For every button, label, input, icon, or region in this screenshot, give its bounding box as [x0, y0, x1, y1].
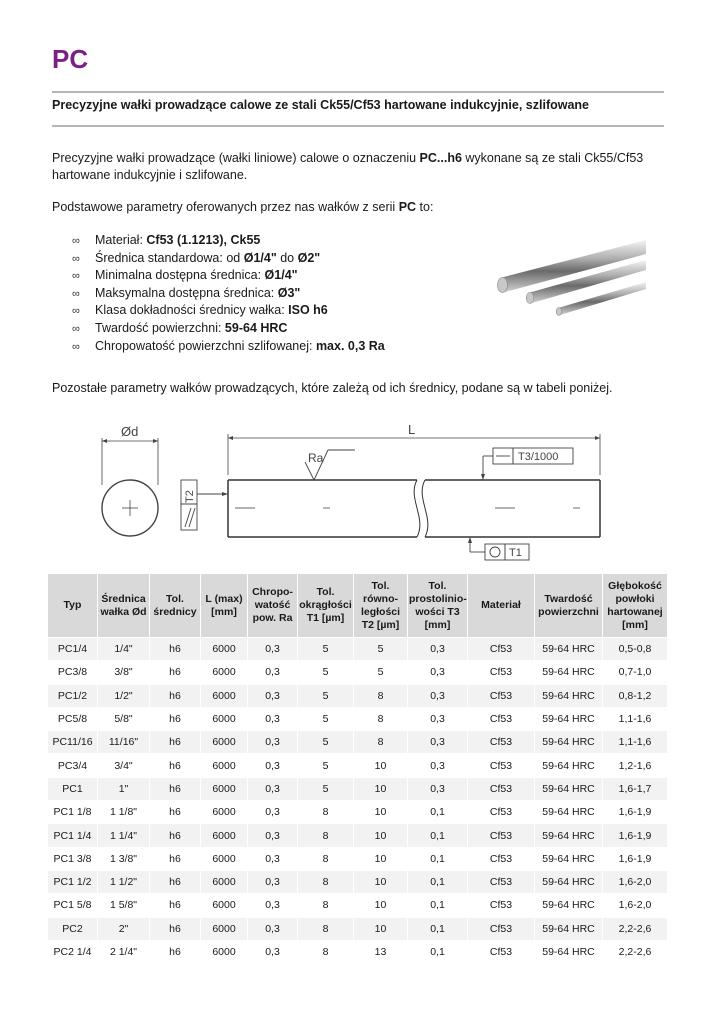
table-cell: h6 [150, 824, 201, 847]
table-cell: 8 [354, 731, 408, 754]
table-cell: 3/8" [98, 661, 150, 684]
table-cell: 5 [354, 661, 408, 684]
table-cell: 0,3 [248, 754, 298, 777]
length-label: L [408, 422, 416, 437]
table-cell: 10 [354, 777, 408, 800]
table-cell: 59-64 HRC [535, 638, 603, 661]
table-cell: 5 [298, 661, 354, 684]
bullet-value: Ø1/4" [264, 268, 298, 283]
table-cell: 8 [354, 684, 408, 707]
table-cell: 5/8" [98, 707, 150, 730]
table-cell: 1,6-1,9 [603, 801, 668, 824]
table-cell: 13 [354, 940, 408, 963]
table-cell: 0,3 [248, 731, 298, 754]
table-cell: 10 [354, 801, 408, 824]
table-cell: 1 3/8" [98, 847, 150, 870]
params-intro-series: PC [398, 200, 417, 214]
table-cell: 10 [354, 870, 408, 893]
infinity-bullet-icon: ∞ [72, 287, 80, 300]
table-row [48, 847, 668, 870]
parallelism-frame [181, 480, 228, 530]
table-cell: PC2 1/4 [48, 940, 98, 963]
table-cell: Cf53 [468, 777, 535, 800]
table-cell: 1 1/4" [98, 824, 150, 847]
table-cell: 8 [298, 870, 354, 893]
subtitle: Precyzyjne wałki prowadzące calowe ze stali Ck55/Cf53 hartowane indukcyjnie, szlifowane [52, 98, 590, 112]
table-cell: 1 5/8" [98, 894, 150, 917]
intro-designation: PC...h6 [419, 151, 462, 165]
table-cell: 5 [298, 731, 354, 754]
table-cell: 0,3 [248, 940, 298, 963]
table-cell: 5 [298, 638, 354, 661]
table-cell: 59-64 HRC [535, 917, 603, 940]
bullet-middle: do [276, 250, 298, 265]
table-cell: 6000 [201, 707, 248, 730]
list-item [72, 232, 385, 250]
table-cell: 0,8-1,2 [603, 684, 668, 707]
table-cell: 2" [98, 917, 150, 940]
table-cell: 59-64 HRC [535, 754, 603, 777]
intro-text-after: wykonane są ze stali Ck55/Cf53 hartowane indukcyjnie i szlifowane. [52, 151, 644, 182]
table-cell: 1,6-1,7 [603, 777, 668, 800]
shaft-body [228, 480, 600, 537]
table-cell: 59-64 HRC [535, 707, 603, 730]
table-cell: 10 [354, 754, 408, 777]
infinity-bullet-icon: ∞ [72, 305, 80, 318]
table-cell: 8 [298, 940, 354, 963]
table-row [48, 638, 668, 661]
table-cell: 6000 [201, 870, 248, 893]
bullet-label: Klasa dokładności średnicy wałka: [95, 303, 289, 318]
table-cell: 10 [354, 894, 408, 917]
table-cell: 1/2" [98, 684, 150, 707]
table-cell: PC1/4 [48, 638, 98, 661]
table-cell: 10 [354, 824, 408, 847]
list-item [72, 285, 385, 303]
params-intro-after: to: [416, 200, 434, 214]
table-cell: Cf53 [468, 707, 535, 730]
shafts-illustration [488, 234, 648, 324]
table-cell: 8 [298, 894, 354, 917]
parameter-list [72, 232, 385, 355]
header-hardening-depth: Głębokość powłoki hartowanej [mm] [603, 574, 668, 638]
table-cell: 6000 [201, 638, 248, 661]
bullet-label: Minimalna dostępna średnica: [95, 268, 265, 283]
table-cell: 6000 [201, 847, 248, 870]
parallelism-label: T2 [184, 490, 196, 503]
table-cell: 11/16" [98, 731, 150, 754]
table-cell: Cf53 [468, 894, 535, 917]
table-cell: 0,1 [408, 801, 468, 824]
table-cell: 59-64 HRC [535, 870, 603, 893]
table-cell: 6000 [201, 777, 248, 800]
table-cell: 1,6-1,9 [603, 847, 668, 870]
table-cell: 1,2-1,6 [603, 754, 668, 777]
table-cell: 0,1 [408, 870, 468, 893]
table-row [48, 870, 668, 893]
table-cell: 0,3 [248, 777, 298, 800]
table-cell: 8 [354, 707, 408, 730]
specification-table [47, 573, 668, 964]
table-cell: h6 [150, 870, 201, 893]
bullet-value: max. 0,3 Ra [315, 338, 385, 353]
table-cell: 2,2-2,6 [603, 917, 668, 940]
table-cell: 59-64 HRC [535, 824, 603, 847]
table-row [48, 894, 668, 917]
infinity-bullet-icon: ∞ [72, 235, 80, 247]
intro-text-before: Precyzyjne wałki prowadzące (wałki liniowe) calowe o oznaczeniu [52, 151, 420, 165]
divider-bottom [52, 125, 664, 127]
list-item [72, 267, 385, 285]
table-cell: h6 [150, 638, 201, 661]
table-cell: 8 [298, 801, 354, 824]
bullet-label: Materiał: [95, 233, 147, 247]
bullet-label: Maksymalna dostępna średnica: [95, 285, 278, 300]
table-cell: PC1 1/4 [48, 824, 98, 847]
table-cell: 0,3 [248, 638, 298, 661]
table-cell: 1,6-1,9 [603, 824, 668, 847]
table-cell: 59-64 HRC [535, 731, 603, 754]
table-cell: 6000 [201, 801, 248, 824]
table-cell: 59-64 HRC [535, 847, 603, 870]
table-cell: 5 [354, 638, 408, 661]
table-cell: Cf53 [468, 801, 535, 824]
table-cell: 8 [298, 917, 354, 940]
infinity-bullet-icon: ∞ [72, 340, 80, 353]
table-cell: 1,6-2,0 [603, 870, 668, 893]
table-cell: 8 [298, 824, 354, 847]
list-item [72, 320, 385, 338]
list-item [72, 338, 385, 356]
table-row [48, 917, 668, 940]
table-cell: Cf53 [468, 684, 535, 707]
params-intro [52, 199, 652, 216]
table-cell: 0,3 [248, 870, 298, 893]
table-cell: h6 [150, 940, 201, 963]
table-cell: 0,3 [408, 661, 468, 684]
table-row [48, 731, 668, 754]
bullet-label: Chropowatość powierzchni szlifowanej: [95, 338, 316, 353]
table-row [48, 684, 668, 707]
table-cell: 59-64 HRC [535, 801, 603, 824]
table-cell: 1 1/8" [98, 801, 150, 824]
shaft-drawing [95, 420, 615, 570]
table-cell: 6000 [201, 684, 248, 707]
intro-paragraph [52, 150, 652, 184]
params-intro-before: Podstawowe parametry oferowanych przez nas wałków z serii [52, 200, 399, 214]
table-cell: 0,3 [408, 731, 468, 754]
table-cell: 10 [354, 917, 408, 940]
table-cell: h6 [150, 894, 201, 917]
bullet-label: Średnica standardowa: od [95, 250, 244, 265]
bullet-value: Ø3" [277, 285, 301, 300]
infinity-bullet-icon: ∞ [72, 270, 80, 283]
table-cell: Cf53 [468, 824, 535, 847]
table-cell: h6 [150, 754, 201, 777]
table-cell: h6 [150, 847, 201, 870]
table-cell: 2,2-2,6 [603, 940, 668, 963]
table-cell: 0,3 [248, 661, 298, 684]
table-cell: Cf53 [468, 870, 535, 893]
table-cell: PC1 3/8 [48, 847, 98, 870]
table-cell: 0,3 [408, 638, 468, 661]
header-roughness: Chropo-watość pow. Ra [248, 574, 298, 638]
table-row [48, 801, 668, 824]
table-cell: 59-64 HRC [535, 661, 603, 684]
table-row [48, 940, 668, 963]
table-body [48, 638, 668, 964]
header-hardness: Twardość powierzchni [535, 574, 603, 638]
header-roundness-tolerance: Tol. okrągłości T1 [µm] [298, 574, 354, 638]
table-cell: 0,1 [408, 847, 468, 870]
bullet-value: Ø1/4" [243, 250, 277, 265]
table-row [48, 707, 668, 730]
bullet-value-2: Ø2" [297, 250, 321, 265]
bullet-value: Cf53 (1.1213), Ck55 [146, 233, 261, 247]
table-cell: h6 [150, 917, 201, 940]
table-cell: 1,1-1,6 [603, 707, 668, 730]
header-type: Typ [48, 574, 98, 638]
table-cell: 6000 [201, 940, 248, 963]
table-cell: 0,3 [248, 847, 298, 870]
table-cell: 0,3 [248, 824, 298, 847]
straightness-label: T3/1000 [518, 451, 559, 463]
table-cell: 0,3 [248, 917, 298, 940]
header-max-length: L (max) [mm] [201, 574, 248, 638]
table-cell: h6 [150, 801, 201, 824]
table-cell: 59-64 HRC [535, 940, 603, 963]
table-cell: PC3/8 [48, 661, 98, 684]
table-cell: 59-64 HRC [535, 684, 603, 707]
table-cell: h6 [150, 684, 201, 707]
table-cell: 0,7-1,0 [603, 661, 668, 684]
table-cell: 0,3 [248, 894, 298, 917]
table-cell: PC5/8 [48, 707, 98, 730]
table-cell: PC1 1/2 [48, 870, 98, 893]
cross-section [102, 438, 158, 536]
page-title: PC [52, 44, 89, 74]
table-cell: 6000 [201, 754, 248, 777]
table-cell: Cf53 [468, 661, 535, 684]
divider-top [52, 91, 664, 93]
header-parallelism-tolerance: Tol. równo-ległości T2 [µm] [354, 574, 408, 638]
table-cell: 1" [98, 777, 150, 800]
table-cell: 59-64 HRC [535, 894, 603, 917]
roundness-label: T1 [509, 547, 522, 559]
table-cell: Cf53 [468, 940, 535, 963]
table-row [48, 824, 668, 847]
table-cell: 2 1/4" [98, 940, 150, 963]
diameter-label: Ød [121, 424, 139, 439]
table-cell: 0,3 [408, 754, 468, 777]
bullet-value: 59-64 HRC [224, 320, 288, 335]
table-cell: 0,3 [408, 684, 468, 707]
table-intro: Pozostałe parametry wałków prowadzących, które zależą od ich średnicy, podane są w tabeli poniżej. [52, 381, 613, 395]
table-cell: 1 1/2" [98, 870, 150, 893]
table-cell: 5 [298, 777, 354, 800]
table-cell: 5 [298, 684, 354, 707]
table-cell: h6 [150, 731, 201, 754]
table-cell: 6000 [201, 824, 248, 847]
table-cell: 59-64 HRC [535, 777, 603, 800]
table-cell: Cf53 [468, 731, 535, 754]
table-cell: PC11/16 [48, 731, 98, 754]
table-cell: PC2 [48, 917, 98, 940]
table-cell: 0,3 [408, 777, 468, 800]
bullet-label: Twardość powierzchni: [95, 320, 225, 335]
table-cell: 5 [298, 707, 354, 730]
table-cell: 1,1-1,6 [603, 731, 668, 754]
roughness-label: Ra [308, 451, 324, 465]
table-cell: 0,1 [408, 917, 468, 940]
bullet-value: ISO h6 [288, 303, 328, 318]
table-cell: 0,1 [408, 894, 468, 917]
table-cell: 6000 [201, 731, 248, 754]
table-cell: 6000 [201, 894, 248, 917]
table-cell: PC1 [48, 777, 98, 800]
table-cell: h6 [150, 707, 201, 730]
table-cell: 0,3 [248, 707, 298, 730]
table-cell: Cf53 [468, 847, 535, 870]
table-cell: 1/4" [98, 638, 150, 661]
table-cell: Cf53 [468, 917, 535, 940]
table-row [48, 754, 668, 777]
header-material: Materiał [468, 574, 535, 638]
table-cell: PC3/4 [48, 754, 98, 777]
table-header-row [48, 574, 668, 638]
table-cell: 6000 [201, 661, 248, 684]
table-cell: 0,3 [408, 707, 468, 730]
table-cell: Cf53 [468, 638, 535, 661]
list-item [72, 250, 385, 268]
table-cell: Cf53 [468, 754, 535, 777]
table-cell: PC1/2 [48, 684, 98, 707]
table-cell: 6000 [201, 917, 248, 940]
table-cell: 0,3 [248, 684, 298, 707]
table-cell: 5 [298, 754, 354, 777]
table-cell: 0,5-0,8 [603, 638, 668, 661]
table-cell: PC1 1/8 [48, 801, 98, 824]
table-cell: 1,6-2,0 [603, 894, 668, 917]
header-diameter-tolerance: Tol. średnicy [150, 574, 201, 638]
table-cell: PC1 5/8 [48, 894, 98, 917]
infinity-bullet-icon: ∞ [72, 252, 80, 265]
table-cell: 0,1 [408, 824, 468, 847]
table-cell: 0,1 [408, 940, 468, 963]
table-row [48, 777, 668, 800]
table-row [48, 661, 668, 684]
table-cell: h6 [150, 777, 201, 800]
list-item [72, 302, 385, 320]
table-cell: 0,3 [248, 801, 298, 824]
table-cell: 8 [298, 847, 354, 870]
header-diameter: Średnica wałka Ød [98, 574, 150, 638]
table-cell: 3/4" [98, 754, 150, 777]
table-cell: 10 [354, 847, 408, 870]
table-cell: h6 [150, 661, 201, 684]
infinity-bullet-icon: ∞ [72, 322, 80, 335]
header-straightness-tolerance: Tol. prostolinio-wości T3 [mm] [408, 574, 468, 638]
